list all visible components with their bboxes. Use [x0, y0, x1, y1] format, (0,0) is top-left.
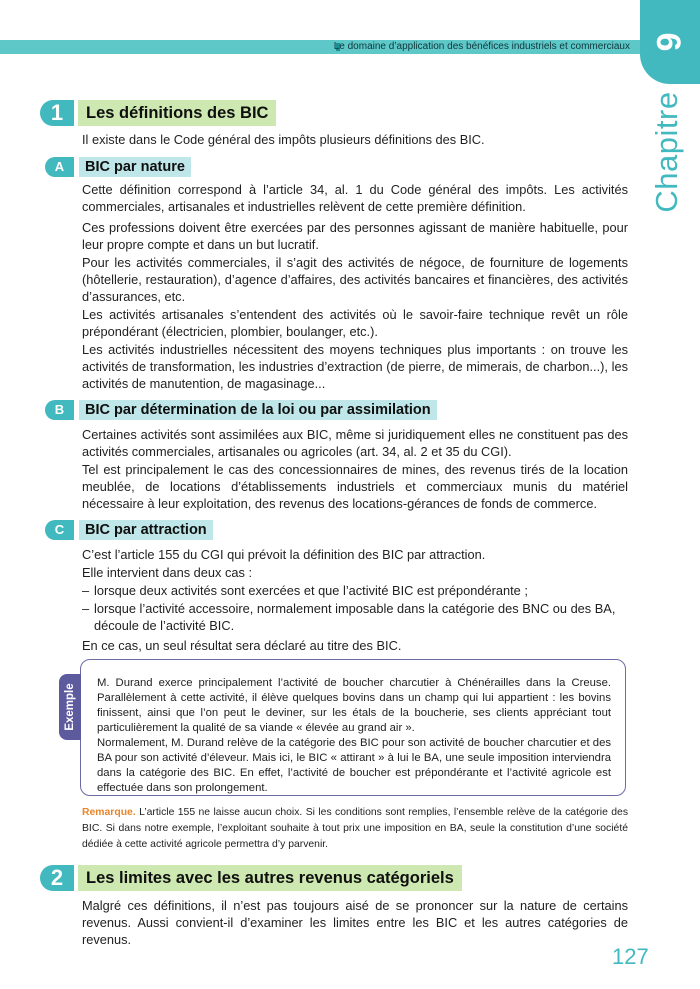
section-1-intro: Il existe dans le Code général des impôts plusieurs définitions des BIC.	[82, 132, 485, 147]
list-item	[82, 600, 628, 634]
list-item-text: lorsque l’activité accessoire, normalement imposable dans la catégorie des BNC ou des BA, découle de l’activité BIC.	[94, 601, 616, 633]
list-item-text: lorsque deux activités sont exercées et que l’activité BIC est prépondérante ;	[94, 583, 528, 598]
subsection-letter: A	[45, 157, 74, 177]
list-item	[82, 582, 628, 599]
section-number: 2	[40, 865, 74, 891]
list-dash: –	[82, 583, 90, 598]
paragraph: Pour les activités commerciales, il s’agit des activités de négoce, de fourniture de logements (hôtellerie, restauration), d’agence d’affaires, des activités bancaires et financières, des activités d’assurances, etc.	[82, 255, 628, 304]
page-number: 127	[612, 944, 649, 969]
subsection-letter: B	[45, 400, 74, 420]
subsection-title: BIC par nature	[79, 157, 191, 177]
subsection-title: BIC par attraction	[79, 520, 213, 540]
paragraph: Certaines activités sont assimilées aux BIC, même si juridiquement elles ne constituent pas des activités commerciales, artisanales ou agricoles (art. 34, al. 2 et 35 du CGI).	[82, 427, 628, 459]
remark-keyword: Remarque.	[82, 807, 136, 818]
paragraph: Ces professions doivent être exercées par des personnes agissant de manière habituelle, pour leur propre compte et dans un but lucratif.	[82, 220, 628, 252]
subsection-letter: C	[45, 520, 74, 540]
paragraph: Les activités artisanales s’entendent des activités où le savoir-faire technique revêt un rôle prépondérant (électricien, plombier, boulanger, etc.).	[82, 307, 628, 339]
section-title: Les limites avec les autres revenus catégoriels	[78, 865, 462, 891]
paragraph: Cette définition correspond à l’article 34, al. 1 du Code général des impôts. Les activités commerciales, artisanales et industrielles relèvent de cette première définition.	[82, 182, 628, 214]
example-paragraph: Normalement, M. Durand relève de la catégorie des BIC pour son activité de boucher charcutier et des BA pour son activité d’éleveur. Mais ici, le BIC « attirant » à lui le BA, une seule imposition interviendra dans la catégorie des BIC. En effet, l’activité de boucher est prépondérante et l’activité agricole est effectuée dans son prolongement.	[97, 737, 611, 794]
example-paragraph: M. Durand exerce principalement l’activité de boucher charcutier à Chénérailles dans la Creuse. Parallèlement à cette activité, il élève quelques bovins dans un champ qui lui appartient : les bovins finissent, ainsi que l’on peut le deviner, sur les étals de la boucherie, ses clients appréciant tout particulièrement la qualité de sa viande « élevée au grand air ».	[97, 677, 611, 734]
chapter-number: 6	[649, 32, 687, 52]
section-number: 1	[40, 100, 74, 126]
section-2-intro: Malgré ces définitions, il n’est pas toujours aisé de se prononcer sur la nature de certains revenus. Aussi convient-il d’examiner les limites entre les BIC et les autres catégories de revenus.	[82, 898, 628, 947]
paragraph: Les activités industrielles nécessitent des moyens techniques plus importants : on trouve les activités de transformation, les industries d’extraction (de pierre, de mimerais, de charbon...), les activités de manutention, de magasinage...	[82, 342, 628, 391]
section-title: Les définitions des BIC	[78, 100, 276, 126]
paragraph: C’est l’article 155 du CGI qui prévoit la définition des BIC par attraction.	[82, 547, 486, 562]
paragraph: Tel est principalement le cas des concessionnaires de mines, des revenus tirés de la location meublée, de locations d’établissements industriels et commerciaux munis du matériel nécessaire à leur exploitation, des revenus des locations-gérances de fonds de commerce.	[82, 462, 628, 511]
subsection-title: BIC par détermination de la loi ou par assimilation	[79, 400, 437, 420]
chapter-label: Chapitre	[649, 91, 684, 213]
list-dash: –	[82, 601, 90, 616]
remark-text: L’article 155 ne laisse aucun choix. Si les conditions sont remplies, l’ensemble relève de la catégorie des BIC. Si dans notre exemple, l’exploitant souhaite à tout prix une imposition en BA, seule la constitution d’une société dédiée à cette activité agricole permettra d’y parvenir.	[82, 807, 629, 850]
remark	[82, 805, 628, 853]
example-text	[97, 676, 611, 796]
example-label: Exemple	[64, 683, 76, 731]
paragraph: Elle intervient dans deux cas :	[82, 565, 253, 580]
paragraph: En ce cas, un seul résultat sera déclaré au titre des BIC.	[82, 638, 402, 653]
running-title: Le domaine d’application des bénéfices industriels et commerciaux	[333, 41, 630, 52]
